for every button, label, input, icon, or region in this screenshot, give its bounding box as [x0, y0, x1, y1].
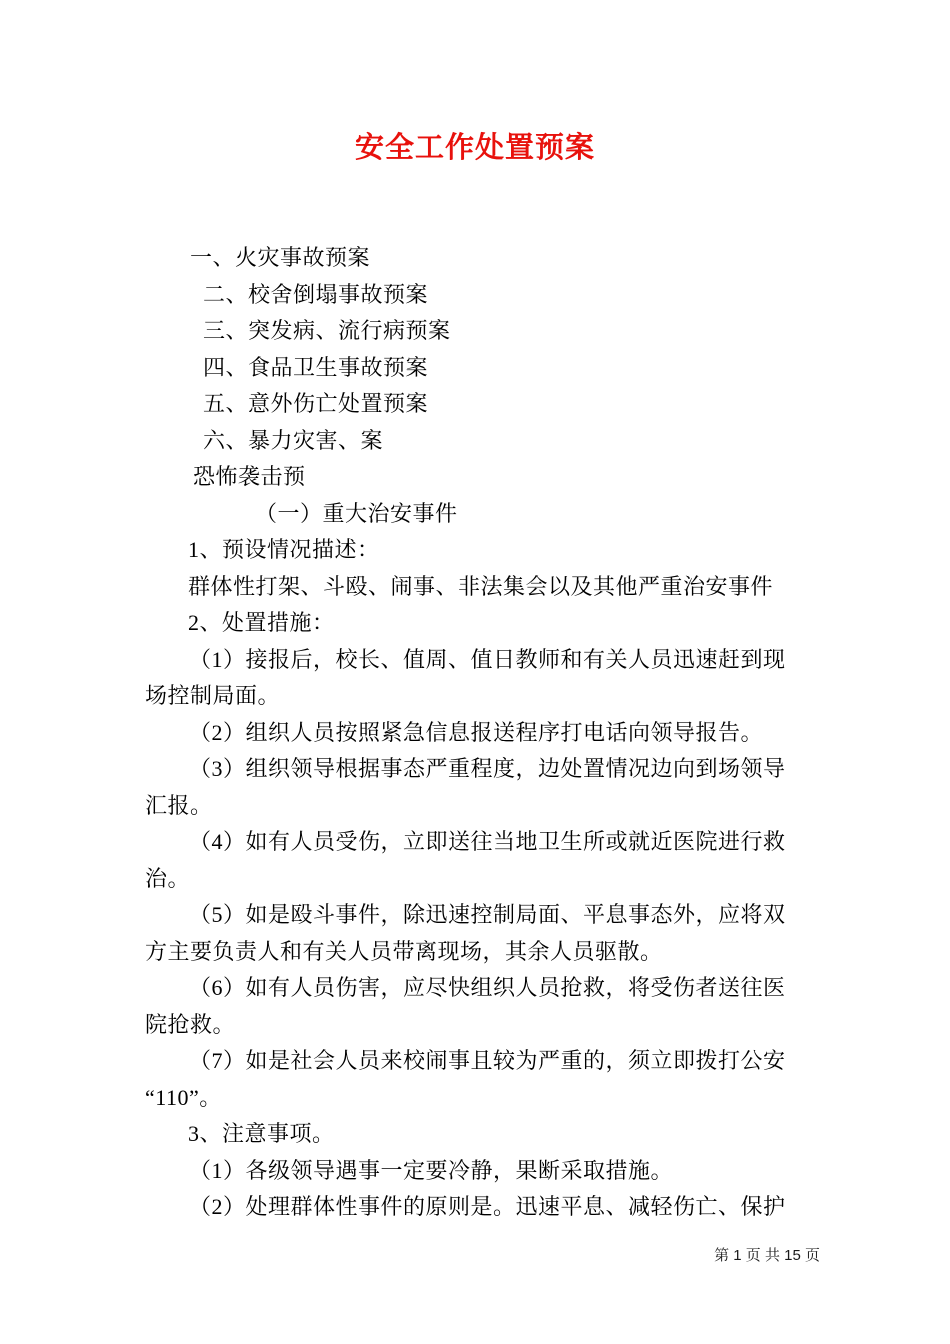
toc-item-3: 三、突发病、流行病预案 [203, 318, 451, 343]
page-number-label: 第 1 页 共 15 页 [714, 1247, 820, 1264]
paragraph-line: （2）组织人员按照紧急信息报送程序打电话向领导报告。 [189, 719, 764, 745]
document-body [145, 240, 823, 1226]
paragraph-line: （7）如是社会人员来校闹事且较为严重的，须立即拨打公安 [189, 1048, 786, 1073]
paragraph-line: 汇报。 [145, 792, 213, 818]
toc-item-4: 四、食品卫生事故预案 [203, 354, 429, 380]
paragraph-line: 院抢救。 [145, 1011, 236, 1037]
section-heading: （一）重大治安事件 [255, 500, 458, 526]
paragraph-line: 方主要负责人和有关人员带离现场，其余人员驱散。 [145, 938, 663, 964]
paragraph-line: （1）各级领导遇事一定要冷静，果断采取措施。 [189, 1157, 674, 1183]
toc-item-6: 六、暴力灾害、案 [203, 427, 384, 453]
paragraph-line: （6）如有人员伤害，应尽快组织人员抢救，将受伤者送往医 [189, 975, 786, 1000]
toc-item-2: 二、校舍倒塌事故预案 [203, 281, 429, 307]
numbered-item-1: 1、预设情况描述： [188, 537, 380, 562]
paragraph-line: 场控制局面。 [145, 683, 281, 708]
paragraph-line: “110”。 [145, 1084, 222, 1110]
document-title: 安全工作处置预案 [354, 132, 595, 164]
numbered-item-3: 3、注意事项。 [188, 1121, 335, 1146]
paragraph-line: （2）处理群体性事件的原则是。迅速平息、减轻伤亡、保护 [189, 1194, 786, 1219]
numbered-item-2: 2、处置措施： [188, 610, 335, 635]
toc-item-1: 一、火灾事故预案 [190, 245, 371, 270]
paragraph-line: （5）如是殴斗事件，除迅速控制局面、平息事态外，应将双 [189, 902, 786, 927]
paragraph-line: （4）如有人员受伤，立即送往当地卫生所或就近医院进行救 [189, 829, 786, 854]
paragraph-line: （3）组织领导根据事态严重程度，边处置情况边向到场领导 [189, 756, 786, 781]
paragraph-line: 群体性打架、斗殴、闹事、非法集会以及其他严重治安事件 [188, 573, 774, 599]
toc-item-5: 五、意外伤亡处置预案 [203, 391, 429, 416]
paragraph-line: （1）接报后，校长、值周、值日教师和有关人员迅速赶到现 [189, 646, 786, 672]
toc-item-6-continuation: 恐怖袭击预 [193, 464, 306, 489]
paragraph-line: 治。 [145, 865, 191, 891]
